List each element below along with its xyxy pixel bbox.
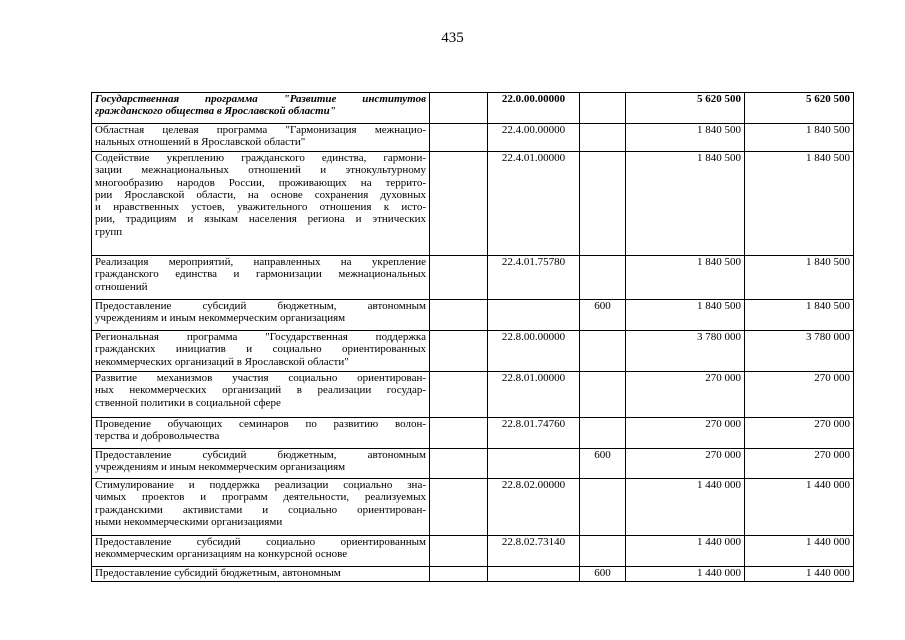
row-value-2-cell: 1 440 000: [745, 536, 854, 567]
row-code-cell: 22.8.00.00000: [488, 331, 580, 372]
table-row: [92, 372, 854, 418]
row-name-line: Развитие механизмов участия социально ориентирован-: [95, 372, 426, 384]
row-code-cell: 22.8.02.00000: [488, 479, 580, 536]
row-value-1-cell: 1 840 500: [626, 256, 745, 300]
row-name-line: Предоставление субсидий бюджетным, автономным: [95, 567, 341, 579]
row-name-line: ственной политики в социальной сфере: [95, 396, 281, 409]
row-expense-type-cell: [580, 256, 626, 300]
table-row: [92, 479, 854, 536]
row-name-cell: [92, 300, 430, 331]
row-empty-cell: [430, 536, 488, 567]
row-name-line: гражданских инициатив и социально ориентированных: [95, 343, 426, 356]
row-name-line: отношений: [95, 280, 148, 293]
row-name-line: рии, традициям и языкам населения региона и этнических: [95, 213, 426, 226]
row-name-line: нальных отношений в Ярославской области": [95, 136, 306, 149]
row-name-line: некоммерческих организаций в Ярославской области": [95, 355, 349, 368]
row-name-line: рии Ярославской области, на основе сохранения духовных: [95, 188, 426, 201]
row-value-2-cell: 1 440 000: [745, 567, 854, 582]
budget-table: [91, 92, 854, 582]
row-empty-cell: [430, 124, 488, 152]
row-name-cell: [92, 372, 430, 418]
row-value-2-cell: 270 000: [745, 372, 854, 418]
row-name-line: Стимулирование и поддержка реализации социально зна-: [95, 479, 426, 491]
row-expense-type-cell: [580, 479, 626, 536]
row-name-line: Региональная программа "Государственная поддержка: [95, 331, 426, 343]
row-value-1-cell: 270 000: [626, 418, 745, 449]
row-expense-type-cell: [580, 331, 626, 372]
row-value-2-cell: 1 840 500: [745, 256, 854, 300]
row-value-1-cell: 1 840 500: [626, 124, 745, 152]
row-value-1-cell: 1 440 000: [626, 536, 745, 567]
row-name-line: чимых проектов и программ деятельности, реализуемых: [95, 491, 426, 504]
row-code-cell: [488, 567, 580, 582]
row-value-2-cell: 5 620 500: [745, 93, 854, 124]
row-empty-cell: [430, 256, 488, 300]
page-number: 435: [441, 30, 464, 46]
row-code-cell: 22.8.02.73140: [488, 536, 580, 567]
row-value-2-cell: 270 000: [745, 449, 854, 479]
row-name-line: ных некоммерческих организаций в реализации государ-: [95, 384, 426, 397]
row-value-1-cell: 5 620 500: [626, 93, 745, 124]
table-row: [92, 418, 854, 449]
row-empty-cell: [430, 372, 488, 418]
row-value-1-cell: 1 840 500: [626, 152, 745, 256]
row-code-cell: 22.4.00.00000: [488, 124, 580, 152]
row-name-line: ными некоммерческими организациями: [95, 515, 283, 528]
row-name-cell: [92, 93, 430, 124]
row-code-cell: 22.8.01.74760: [488, 418, 580, 449]
table-row: [92, 567, 854, 582]
row-expense-type-cell: 600: [580, 567, 626, 582]
row-empty-cell: [430, 567, 488, 582]
row-name-line: учреждениям и иным некоммерческим организациям: [95, 461, 346, 474]
row-expense-type-cell: [580, 418, 626, 449]
table-row: [92, 300, 854, 331]
row-name-cell: [92, 331, 430, 372]
row-name-line: учреждениям и иным некоммерческим организациям: [95, 312, 346, 325]
row-value-2-cell: 1 840 500: [745, 124, 854, 152]
row-empty-cell: [430, 152, 488, 256]
row-expense-type-cell: [580, 372, 626, 418]
row-name-line: гражданского общества в Ярославской области": [95, 105, 336, 118]
row-name-cell: [92, 479, 430, 536]
row-code-cell: [488, 300, 580, 331]
row-name-line: некоммерческим организациям на конкурсной основе: [95, 548, 348, 561]
row-value-2-cell: 3 780 000: [745, 331, 854, 372]
row-value-1-cell: 3 780 000: [626, 331, 745, 372]
table-row: [92, 124, 854, 152]
row-value-1-cell: 1 440 000: [626, 567, 745, 582]
row-name-line: групп: [95, 225, 123, 238]
row-name-cell: [92, 449, 430, 479]
row-name-line: гражданскими активистами и социально ориентирован-: [95, 503, 426, 516]
row-name-line: Областная целевая программа "Гармонизация межнацио-: [95, 124, 426, 136]
row-code-cell: 22.4.01.00000: [488, 152, 580, 256]
table-row: [92, 536, 854, 567]
row-value-1-cell: 270 000: [626, 449, 745, 479]
row-expense-type-cell: 600: [580, 300, 626, 331]
row-name-line: терства и добровольчества: [95, 430, 220, 443]
row-name-line: Предоставление субсидий бюджетным, автономным: [95, 300, 426, 312]
row-empty-cell: [430, 479, 488, 536]
row-empty-cell: [430, 449, 488, 479]
row-value-2-cell: 1 440 000: [745, 479, 854, 536]
table-row: [92, 256, 854, 300]
row-expense-type-cell: [580, 124, 626, 152]
row-value-1-cell: 1 440 000: [626, 479, 745, 536]
row-empty-cell: [430, 418, 488, 449]
row-empty-cell: [430, 93, 488, 124]
row-empty-cell: [430, 300, 488, 331]
row-name-cell: [92, 418, 430, 449]
row-name-cell: [92, 256, 430, 300]
row-value-1-cell: 1 840 500: [626, 300, 745, 331]
row-name-line: Государственная программа "Развитие институтов: [95, 93, 426, 105]
table-row: [92, 331, 854, 372]
row-empty-cell: [430, 331, 488, 372]
row-name-line: и нравственных устоев, уважительного отношения к исто-: [95, 201, 426, 214]
table-row: [92, 93, 854, 124]
row-name-cell: [92, 124, 430, 152]
row-value-1-cell: 270 000: [626, 372, 745, 418]
row-value-2-cell: 270 000: [745, 418, 854, 449]
budget-table-body: [92, 93, 854, 582]
table-row: [92, 449, 854, 479]
row-name-line: многообразию народов России, проживающих на террито-: [95, 176, 426, 189]
row-name-line: Предоставление субсидий бюджетным, автономным: [95, 449, 426, 461]
row-expense-type-cell: 600: [580, 449, 626, 479]
row-code-cell: 22.4.01.75780: [488, 256, 580, 300]
row-name-cell: [92, 567, 430, 582]
row-name-line: Реализация мероприятий, направленных на укрепление: [95, 256, 426, 268]
row-code-cell: [488, 449, 580, 479]
table-row: [92, 152, 854, 256]
row-expense-type-cell: [580, 536, 626, 567]
row-name-line: Содействие укреплению гражданского единства, гармони-: [95, 152, 426, 164]
row-value-2-cell: 1 840 500: [745, 152, 854, 256]
row-name-line: зации межнациональных отношений и этнокультурному: [95, 164, 426, 177]
row-expense-type-cell: [580, 152, 626, 256]
row-code-cell: 22.0.00.00000: [488, 93, 580, 124]
row-code-cell: 22.8.01.00000: [488, 372, 580, 418]
row-name-line: гражданского единства и гармонизации межнациональных: [95, 268, 426, 281]
row-value-2-cell: 1 840 500: [745, 300, 854, 331]
row-name-cell: [92, 536, 430, 567]
row-name-line: Предоставление субсидий социально ориентированным: [95, 536, 426, 548]
row-name-line: Проведение обучающих семинаров по развитию волон-: [95, 418, 426, 430]
row-expense-type-cell: [580, 93, 626, 124]
row-name-cell: [92, 152, 430, 256]
